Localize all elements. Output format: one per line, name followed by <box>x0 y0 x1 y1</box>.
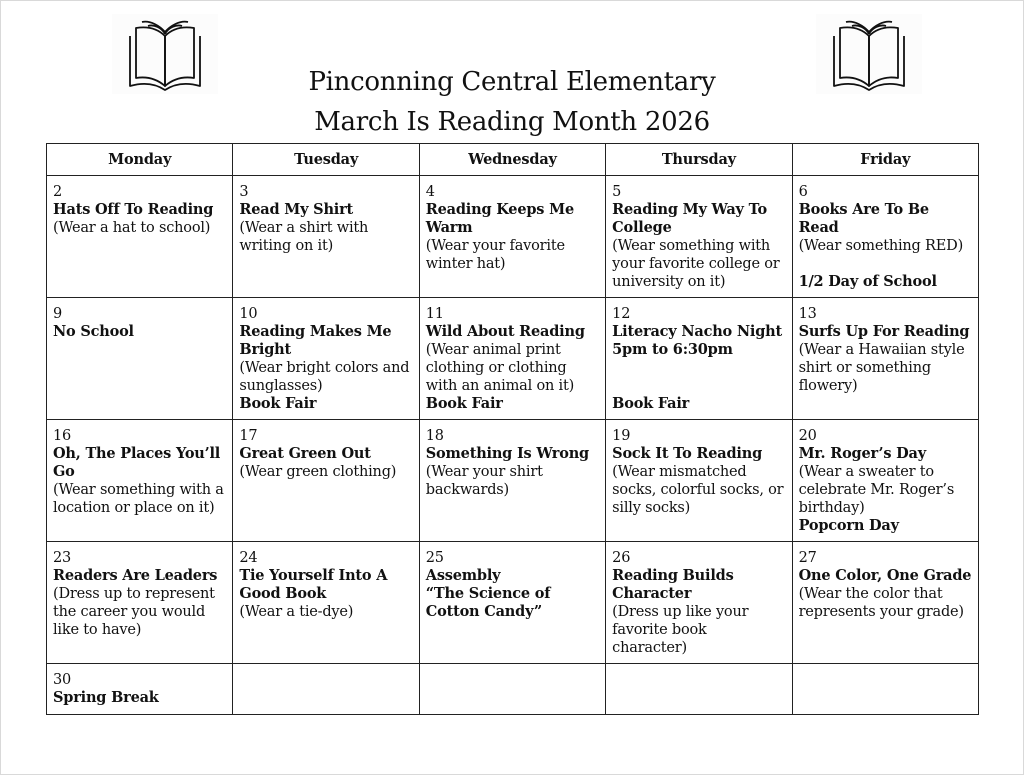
event-description: (Wear the color that represents your grade) <box>798 586 964 620</box>
weekday-monday: Monday <box>47 144 233 176</box>
day-number: 4 <box>425 184 435 200</box>
empty-day-cell <box>792 664 978 715</box>
event-description: (Wear a Hawaiian style shirt or something flowery) <box>798 342 965 394</box>
day-number: 10 <box>239 306 258 322</box>
day-cell <box>233 176 419 298</box>
day-number: 18 <box>425 428 444 444</box>
day-cell <box>606 176 792 298</box>
day-cell <box>47 420 233 542</box>
event-description: (Wear mismatched socks, colorful socks, or silly socks) <box>612 464 784 516</box>
event-title: Great Green Out <box>239 445 371 462</box>
day-number: 19 <box>612 428 631 444</box>
empty-day-cell <box>419 664 605 715</box>
day-number: 11 <box>425 306 444 322</box>
day-cell <box>606 298 792 420</box>
event-title: Reading Builds Character <box>612 567 734 602</box>
week-row <box>47 298 979 420</box>
spacer <box>799 255 972 273</box>
event-title: Reading Keeps Me Warm <box>425 201 574 236</box>
weekday-wednesday: Wednesday <box>419 144 605 176</box>
weekday-header-row <box>47 144 979 176</box>
day-cell <box>606 542 792 664</box>
event-time: 5pm to 6:30pm <box>612 341 733 358</box>
day-cell <box>233 298 419 420</box>
week-row <box>47 542 979 664</box>
day-cell <box>47 176 233 298</box>
event-description: (Wear a hat to school) <box>53 220 211 236</box>
event-title: Reading My Way To College <box>612 201 768 236</box>
empty-day-cell <box>606 664 792 715</box>
event-description: (Wear animal print clothing or clothing with an animal on it) <box>425 342 575 394</box>
event-title: Readers Are Leaders <box>53 567 218 584</box>
reading-month-calendar <box>46 143 979 715</box>
event-title: Wild About Reading <box>425 323 585 340</box>
event-description: (Dress up to represent the career you would like to have) <box>53 586 215 638</box>
day-cell <box>419 176 605 298</box>
day-cell <box>47 298 233 420</box>
day-number: 25 <box>425 550 444 566</box>
event-note: Book Fair <box>612 395 690 412</box>
event-description: (Wear green clothing) <box>239 464 397 480</box>
event-description: (Wear bright colors and sunglasses) <box>239 360 410 394</box>
day-cell <box>792 420 978 542</box>
day-number: 27 <box>798 550 817 566</box>
day-cell <box>419 420 605 542</box>
event-description: (Wear your shirt backwards) <box>425 464 543 498</box>
day-number: 30 <box>53 672 72 688</box>
day-cell <box>47 542 233 664</box>
day-number: 5 <box>612 184 622 200</box>
empty-day-cell <box>233 664 419 715</box>
event-note: Book Fair <box>425 395 503 412</box>
event-note: 1/2 Day of School <box>798 273 937 290</box>
day-number: 9 <box>53 306 63 322</box>
event-note: Popcorn Day <box>798 517 899 534</box>
event-title: Spring Break <box>53 689 159 706</box>
event-description: (Wear something with a location or place on it) <box>53 482 224 516</box>
event-description: (Wear something with your favorite college or university on it) <box>612 238 780 290</box>
day-number: 17 <box>239 428 258 444</box>
event-description: (Dress up like your favorite book character) <box>612 604 749 656</box>
spacer <box>612 359 785 377</box>
event-title: Oh, The Places You’ll Go <box>53 445 221 480</box>
day-number: 23 <box>53 550 72 566</box>
event-description: (Wear your favorite winter hat) <box>425 238 565 272</box>
event-title: Sock It To Reading <box>612 445 763 462</box>
day-number: 6 <box>798 184 808 200</box>
spacer <box>612 377 785 395</box>
day-cell <box>233 420 419 542</box>
event-title: Tie Yourself Into A Good Book <box>239 567 388 602</box>
day-cell <box>233 542 419 664</box>
weekday-friday: Friday <box>792 144 978 176</box>
school-name: Pinconning Central Elementary <box>308 67 716 97</box>
event-title: Reading Makes Me Bright <box>239 323 392 358</box>
week-row <box>47 664 979 715</box>
calendar-title: March Is Reading Month 2026 <box>314 107 710 137</box>
day-number: 3 <box>239 184 249 200</box>
day-number: 12 <box>612 306 631 322</box>
event-description: (Wear something RED) <box>798 238 964 254</box>
day-cell <box>606 420 792 542</box>
day-number: 20 <box>798 428 817 444</box>
day-number: 16 <box>53 428 72 444</box>
event-description: (Wear a tie-dye) <box>239 604 354 620</box>
event-title: No School <box>53 323 134 340</box>
day-number: 26 <box>612 550 631 566</box>
event-title: Assembly <box>425 567 501 584</box>
event-title: Books Are To Be Read <box>798 201 929 236</box>
day-cell <box>419 542 605 664</box>
weekday-tuesday: Tuesday <box>233 144 419 176</box>
day-cell <box>792 542 978 664</box>
event-title: Literacy Nacho Night <box>612 323 783 340</box>
week-row <box>47 420 979 542</box>
day-cell <box>47 664 233 715</box>
day-number: 13 <box>798 306 817 322</box>
event-title: Read My Shirt <box>239 201 354 218</box>
day-number: 2 <box>53 184 63 200</box>
event-description: (Wear a sweater to celebrate Mr. Roger’s birthday) <box>798 464 955 516</box>
event-subtitle: “The Science of Cotton Candy” <box>425 585 551 620</box>
weekday-thursday: Thursday <box>606 144 792 176</box>
day-cell <box>792 298 978 420</box>
week-row <box>47 176 979 298</box>
event-note: Book Fair <box>239 395 317 412</box>
event-title: Surfs Up For Reading <box>798 323 970 340</box>
day-cell <box>792 176 978 298</box>
event-title: Something Is Wrong <box>425 445 589 462</box>
day-number: 24 <box>239 550 258 566</box>
event-title: Hats Off To Reading <box>53 201 214 218</box>
day-cell <box>419 298 605 420</box>
event-title: Mr. Roger’s Day <box>798 445 926 462</box>
event-title: One Color, One Grade <box>798 567 972 584</box>
event-description: (Wear a shirt with writing on it) <box>239 220 369 254</box>
